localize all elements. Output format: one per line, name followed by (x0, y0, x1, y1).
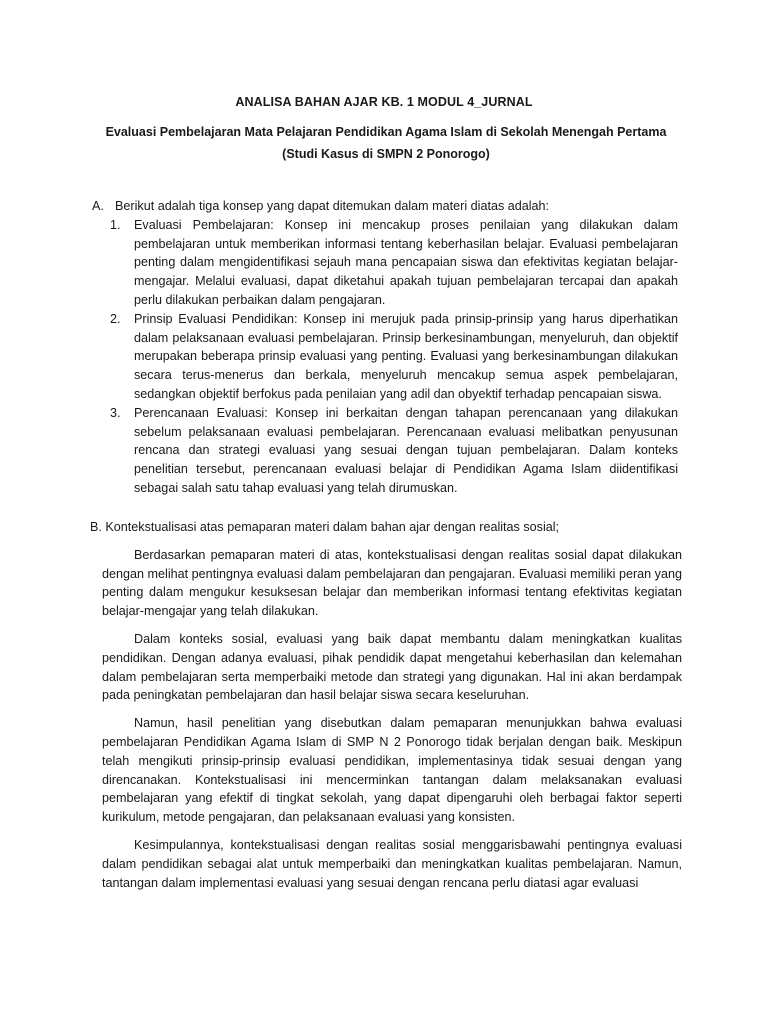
list-item-text: Prinsip Evaluasi Pendidikan: Konsep ini merujuk pada prinsip-prinsip yang harus diperhatikan dalam pelaksanaan evaluasi pembelajaran. Prinsip berkesinambungan, menyeluruh, dan objektif merupakan beberapa prinsip evaluasi yang penting. Evaluasi yang berkesinambungan dilakukan secara terus-menerus dan berkala, menyeluruh mencakup semua aspek pembelajaran, sedangkan objektif berfokus pada penilaian yang adil dan obyektif terhadap pencapaian siswa. (134, 311, 678, 401)
paragraph: Dalam konteks sosial, evaluasi yang baik dapat membantu dalam meningkatkan kualitas pendidikan. Dengan adanya evaluasi, pihak pendidik dapat mengetahui keberhasilan dan kelemahan dalam pembelajaran serta memperbaiki metode dan strategi yang digunakan. Hal ini akan berdampak pada peningkatan pembelajaran dan hasil belajar siswa secara keseluruhan. (102, 631, 682, 703)
paragraph: Namun, hasil penelitian yang disebutkan dalam pemaparan menunjukkan bahwa evaluasi pembelajaran Pendidikan Agama Islam di SMP N 2 Ponorogo tidak berjalan dengan baik. Meskipun telah mengikuti prinsip-prinsip evaluasi pendidikan, implementasinya tidak sesuai dengan yang direncanakan. Kontekstualisasi ini mencerminkan tantangan dalam melaksanakan evaluasi pembelajaran yang efektif di tingkat sekolah, yang dapat dipengaruhi oleh berbagai faktor seperti kurikulum, metode pengajaran, dan pelaksanaan evaluasi yang konsisten. (102, 716, 682, 825)
document-title: ANALISA BAHAN AJAR KB. 1 MODUL 4_JURNAL (235, 95, 533, 109)
section-b (92, 518, 682, 892)
list-item (110, 310, 680, 404)
section-a-marker: A. (92, 199, 104, 213)
list-item-number: 3. (110, 405, 121, 420)
list-item-number: 1. (110, 217, 121, 232)
document-subtitle: Evaluasi Pembelajaran Mata Pelajaran Pendidikan Agama Islam di Sekolah Menengah Pertama (Studi Kasus di SMPN 2 Ponorogo) (105, 125, 667, 161)
list-item-number: 2. (110, 311, 121, 326)
section-a (92, 197, 680, 498)
paragraph: Berdasarkan pemaparan materi di atas, kontekstualisasi dengan realitas sosial dapat dilakukan dengan melihat pentingnya evaluasi dalam pembelajaran dan pengajaran. Evaluasi memiliki peran yang penting dalam mengukur kesuksesan belajar dan memberikan informasi tentang efektivitas kegiatan belajar-mengajar yang telah dilakukan. (102, 547, 682, 619)
section-a-heading-text: Berikut adalah tiga konsep yang dapat ditemukan dalam materi diatas adalah: (115, 199, 550, 213)
list-item-text: Evaluasi Pembelajaran: Konsep ini mencakup proses penilaian yang dilakukan dalam pembelajaran untuk memberikan informasi tentang keberhasilan belajar. Evaluasi pembelajaran penting dalam mengidentifikasi sejauh mana pencapaian siswa dan efektivitas kegiatan belajar-mengajar. Melalui evaluasi, dapat diketahui apakah tujuan pembelajaran tercapai dan apakah perlu dilakukan perbaikan dalam pengajaran. (134, 217, 678, 307)
list-item (110, 404, 680, 498)
concept-list (92, 216, 680, 498)
list-item-text: Perencanaan Evaluasi: Konsep ini berkaitan dengan tahapan perencanaan yang dilakukan sebelum pelaksanaan evaluasi pembelajaran. Perencanaan evaluasi melibatkan penyusunan rencana dan strategi evaluasi yang sesuai dengan tujuan pembelajaran. Dalam konteks penelitian tersebut, perencanaan evaluasi belajar di Pendidikan Agama Islam diidentifikasi sebagai salah satu tahap evaluasi yang telah dirumuskan. (134, 405, 678, 495)
section-b-heading: B. Kontekstualisasi atas pemaparan materi dalam bahan ajar dengan realitas sosial; (90, 520, 560, 534)
section-a-heading (92, 197, 680, 216)
list-item (110, 216, 680, 310)
paragraph: Kesimpulannya, kontekstualisasi dengan realitas sosial menggarisbawahi pentingnya evaluasi dalam pendidikan sebagai alat untuk memperbaiki dan meningkatkan kualitas pembelajaran. Namun, tantangan dalam implementasi evaluasi yang sesuai dengan rencana perlu diatasi agar evaluasi (102, 837, 682, 890)
